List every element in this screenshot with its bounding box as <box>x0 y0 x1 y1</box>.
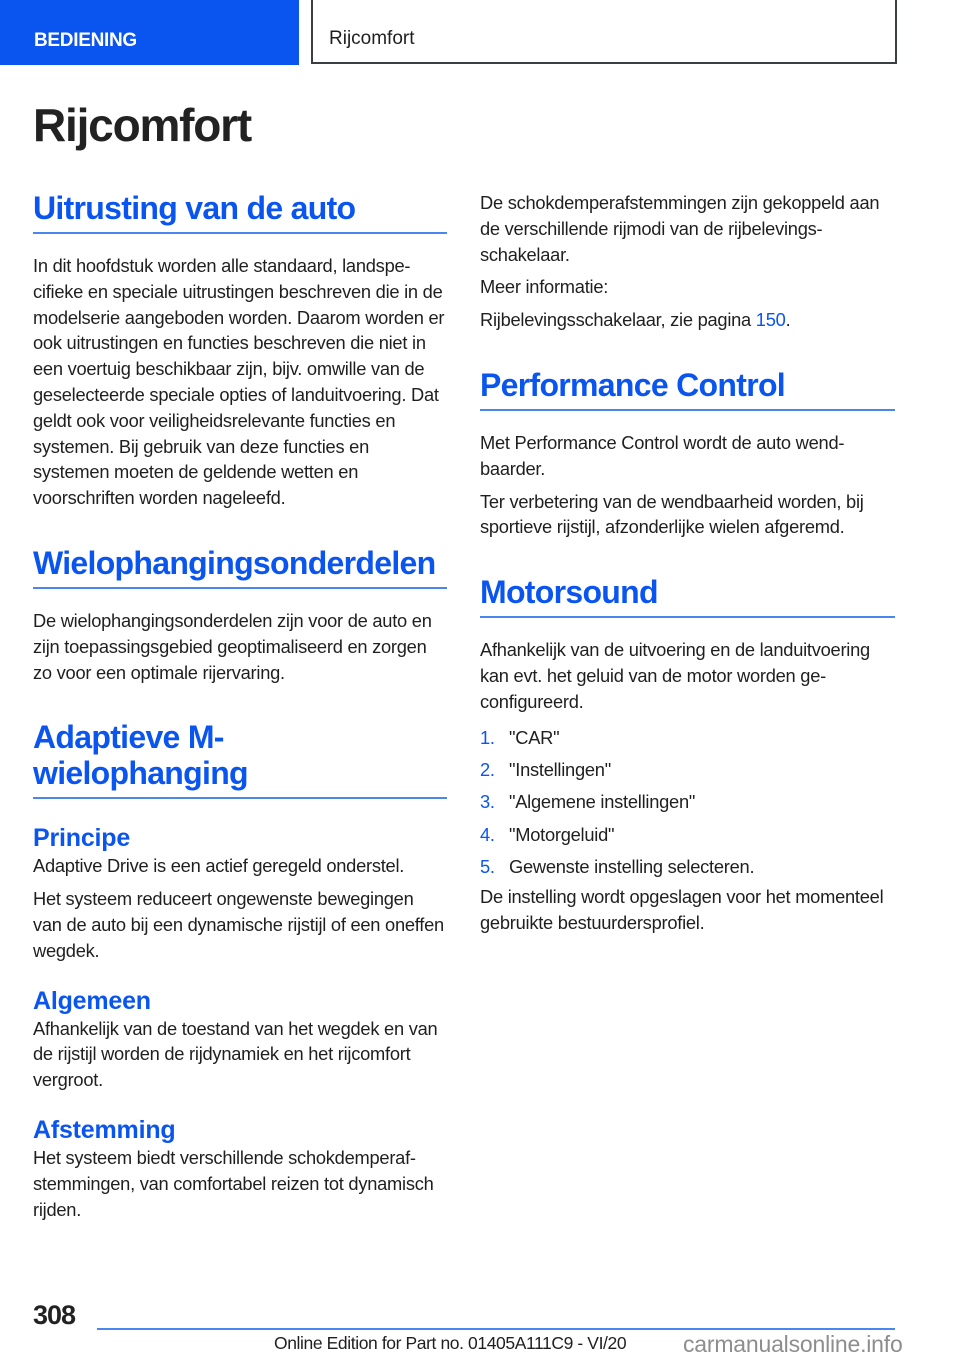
step-text: Gewenste instelling selecteren. <box>509 856 755 878</box>
principe-p1: Adaptive Drive is een actief geregeld onderstel. <box>33 855 405 877</box>
motorsound-outro: De instelling wordt opgeslagen voor het momenteel gebruikte bestuurdersprofiel. <box>480 885 884 933</box>
section-adaptieve <box>33 719 447 1222</box>
page-number: 308 <box>33 1300 76 1330</box>
section-tab <box>0 0 299 65</box>
step-item <box>480 789 895 815</box>
step-number: 3. <box>480 791 495 813</box>
algemeen-body: Afhankelijk van de toestand van het wegdek en van de rijstijl worden de rijdynamiek en het rijcomfort vergroot. <box>33 1017 438 1091</box>
afstemming-body: Het systeem biedt verschillende schokdemperafstemmingen, van comfortabel reizen tot dynamisch rijden. <box>33 1146 434 1220</box>
uitrusting-body: In dit hoofdstuk worden alle standaard, landspecifieke en speciale uitrustingen beschreven die in de modelserie aangeboden worden. Daarom worden er ook uitrustingen en functies beschreven die niet in een voertuig beschikbaar zijn, bijv. omwille van de geselecteerde speciale opties of landuitvoering. Dat geldt ook voor veiligheidsrelevante functies en systemen. Bij gebruik van deze functies en systemen moeten de geldende wetten en voorschriften worden nageleefd. <box>33 255 445 509</box>
heading-adaptieve-line2: wielophanging <box>33 755 248 792</box>
footer-rule <box>97 1328 895 1330</box>
afstemming-cont-p3 <box>480 307 895 333</box>
section-performance <box>480 367 895 540</box>
step-item <box>480 854 895 880</box>
step-number: 4. <box>480 823 495 845</box>
afstemming-cont-p2: Meer informatie: <box>480 276 609 298</box>
wielophanging-body: De wielophangingsonderdelen zijn voor de auto en zijn toepassingsgebied geoptimaliseerd en zorgen zo voor een optimale rijervaring. <box>33 609 432 683</box>
page-link-150[interactable]: 150 <box>755 309 786 331</box>
step-text: "Algemene instellingen" <box>509 791 696 813</box>
performance-p1: Met Performance Control wordt de auto wendbaarder. <box>480 431 845 479</box>
section-afstemming-continued <box>480 190 895 333</box>
reference-period: . <box>785 309 791 331</box>
motorsound-steps <box>480 725 895 880</box>
heading-motorsound: Motorsound <box>480 574 895 618</box>
step-number: 2. <box>480 758 495 780</box>
reference-text: Rijbelevingsschakelaar, zie pagina <box>480 309 756 331</box>
heading-afstemming: Afstemming <box>33 1115 176 1144</box>
afstemming-cont-p1: De schokdemperafstemmingen zijn gekoppeld aan de verschillende rijmodi van de rijbelevingsschakelaar. <box>480 192 880 265</box>
section-motorsound <box>480 574 895 935</box>
motorsound-intro: Afhankelijk van de uitvoering en de landuitvoering kan evt. het geluid van de motor worden geconfigureerd. <box>480 639 870 712</box>
section-tab-label: BEDIENING <box>34 30 137 51</box>
section-wielophanging <box>33 545 447 685</box>
heading-performance: Performance Control <box>480 367 895 411</box>
heading-wielophanging: Wielophangingsonderdelen <box>33 545 447 589</box>
step-text: "CAR" <box>509 726 560 748</box>
heading-algemeen: Algemeen <box>33 986 151 1015</box>
principe-p2: Het systeem reduceert ongewenste bewegingen van de auto bij een dynamische rijstijl of een oneffen wegdek. <box>33 888 444 961</box>
chapter-tab-label: Rijcomfort <box>329 28 415 49</box>
heading-adaptieve-line1: Adaptieve M- <box>33 719 224 756</box>
step-text: "Instellingen" <box>509 758 611 780</box>
chapter-tab <box>311 0 897 64</box>
step-item <box>480 725 895 751</box>
section-uitrusting <box>33 190 447 511</box>
heading-uitrusting: Uitrusting van de auto <box>33 190 447 234</box>
step-text: "Motorgeluid" <box>509 823 615 845</box>
heading-principe: Principe <box>33 824 131 853</box>
step-number: 5. <box>480 856 495 878</box>
step-item <box>480 757 895 783</box>
left-column <box>33 190 447 1222</box>
heading-adaptieve <box>33 719 447 799</box>
performance-p2: Ter verbetering van de wendbaarheid worden, bij sportieve rijstijl, afzonderlijke wielen afgeremd. <box>480 490 864 538</box>
watermark: carmanualsonline.info <box>683 1331 903 1357</box>
step-item <box>480 822 895 848</box>
right-column <box>480 190 895 936</box>
step-number: 1. <box>480 726 495 748</box>
edition-text: Online Edition for Part no. 01405A111C9 - VI/20 <box>274 1333 627 1353</box>
page-title: Rijcomfort <box>33 99 252 151</box>
